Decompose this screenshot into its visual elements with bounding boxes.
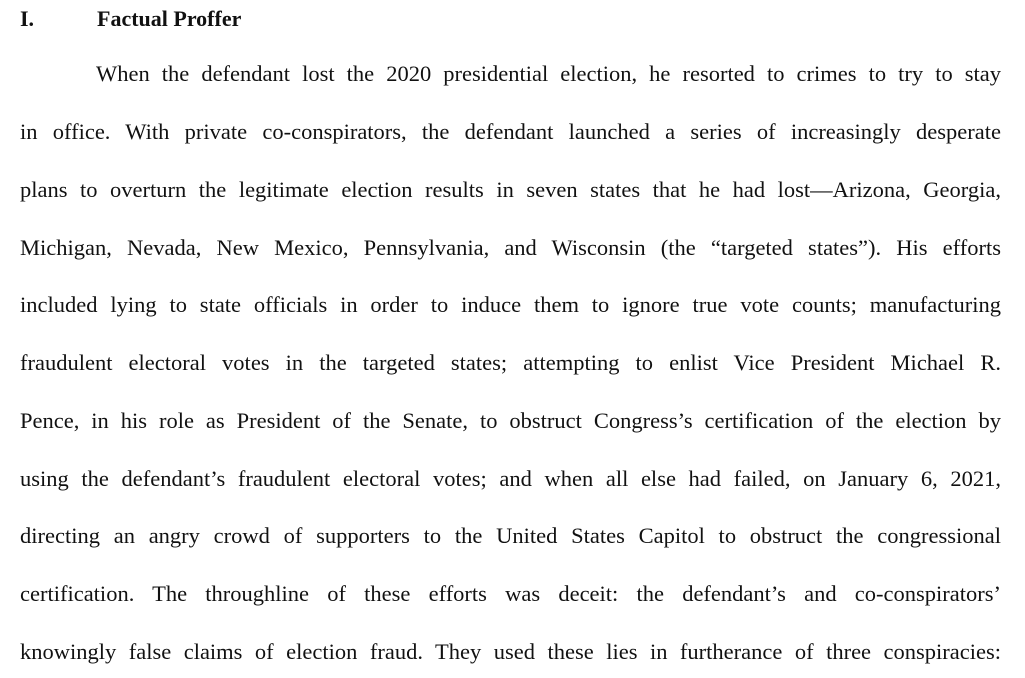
paragraph-line: plans to overturn the legitimate election results in seven states that he had lost—Arizona, Georgia, — [20, 177, 1001, 202]
paragraph-line: knowingly false claims of election fraud. They used these lies in furtherance of three conspiracies: — [20, 639, 1001, 664]
paragraph-line: directing an angry crowd of supporters to the United States Capitol to obstruct the congressional — [20, 523, 1001, 548]
section-number: I. — [20, 6, 35, 31]
paragraph-line: fraudulent electoral votes in the targeted states; attempting to enlist Vice President Michael R. — [20, 350, 1001, 375]
section-title: Factual Proffer — [97, 6, 242, 31]
paragraph-line: using the defendant’s fraudulent electoral votes; and when all else had failed, on January 6, 2021, — [20, 466, 1001, 491]
paragraph-line: in office. With private co-conspirators, the defendant launched a series of increasingly desperate — [20, 119, 1001, 144]
paragraph-line: certification. The throughline of these efforts was deceit: the defendant’s and co-conspirators’ — [20, 581, 1001, 606]
paragraph-line: Pence, in his role as President of the Senate, to obstruct Congress’s certification of the election by — [20, 408, 1001, 433]
paragraph-line: included lying to state officials in order to induce them to ignore true vote counts; manufacturing — [20, 292, 1001, 317]
paragraph-line: Michigan, Nevada, New Mexico, Pennsylvania, and Wisconsin (the “targeted states”). His efforts — [20, 235, 1001, 260]
paragraph-line: When the defendant lost the 2020 presidential election, he resorted to crimes to try to stay — [96, 61, 1001, 86]
